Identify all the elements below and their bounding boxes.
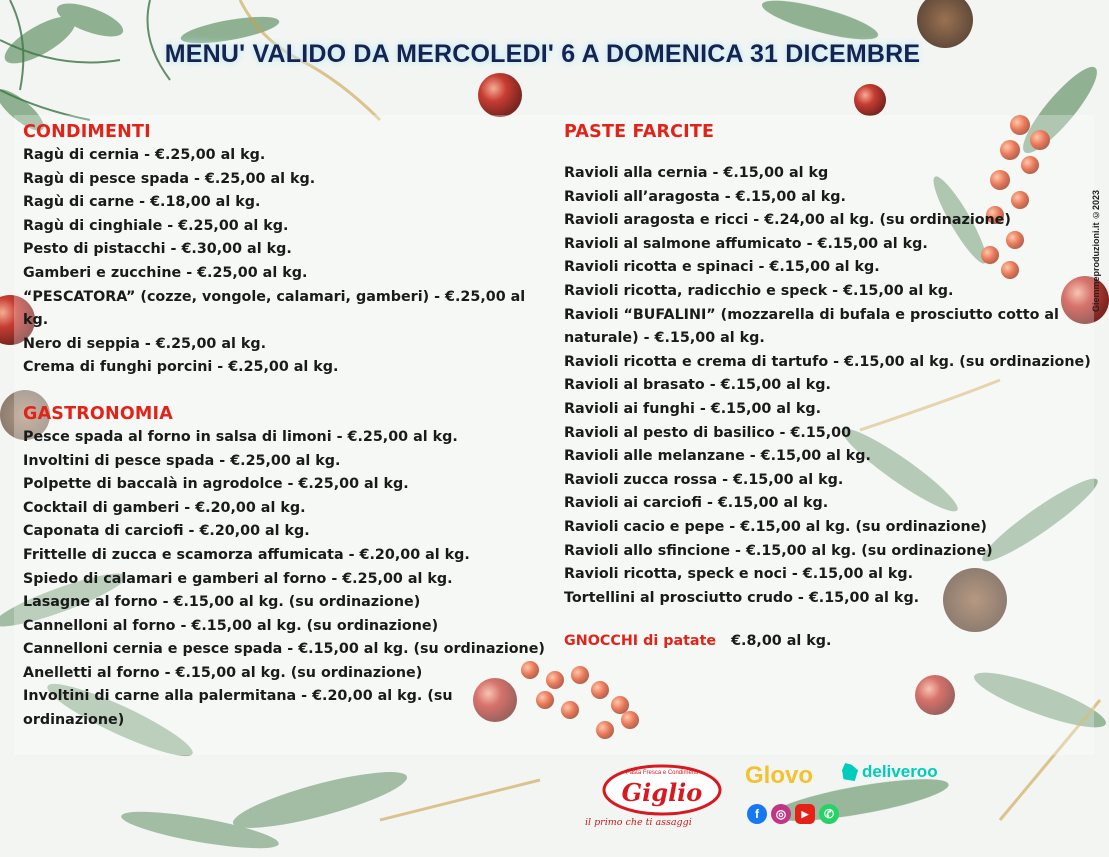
list-item: Frittelle di zucca e scamorza affumicata - €.20,00 al kg.	[23, 546, 470, 563]
condimenti-list	[23, 144, 551, 380]
list-item: Ravioli cacio e pepe - €.15,00 al kg. (su ordinazione)	[564, 518, 987, 535]
list-item: Ravioli all’aragosta - €.15,00 al kg.	[564, 188, 846, 205]
gnocchi-line	[564, 630, 1094, 654]
list-item: Tortellini al prosciutto crudo - €.15,00 al kg.	[564, 589, 920, 606]
list-item: Ravioli allo sfincione - €.15,00 al kg. (su ordinazione)	[564, 542, 993, 559]
list-item: Ravioli “BUFALINI” (mozzarella di bufala e prosciutto cotto al naturale) - €.15,00 al kg.	[564, 306, 1059, 347]
deliveroo-label: deliveroo	[862, 762, 938, 781]
list-item: Crema di funghi porcini - €.25,00 al kg.	[23, 359, 339, 376]
list-item: Cannelloni cernia e pesce spada - €.15,00 al kg. (su ordinazione)	[23, 641, 545, 658]
gnocchi-price: €.8,00 al kg.	[731, 633, 832, 650]
list-item: Ragù di carne - €.18,00 al kg.	[23, 194, 261, 211]
credit-text: Giemmeproduzioni.it ©2023	[1091, 190, 1101, 313]
page-title: MENU' VALIDO DA MERCOLEDI' 6 A DOMENICA 31 DICEMBRE	[164, 40, 921, 68]
list-item: Ravioli ricotta e spinaci - €.15,00 al kg.	[564, 259, 880, 276]
glovo-logo[interactable]: Glovo	[745, 762, 814, 789]
list-item: Polpette di baccalà in agrodolce - €.25,00 al kg.	[23, 476, 409, 493]
list-item: Ravioli ai carciofi - €.15,00 al kg.	[564, 495, 829, 512]
list-item: Ravioli ricotta e crema di tartufo - €.15,00 al kg. (su ordinazione)	[564, 353, 1091, 370]
instagram-icon[interactable]: ◎	[771, 804, 791, 824]
list-item: Involtini di pesce spada - €.25,00 al kg.	[23, 452, 341, 469]
giglio-logo	[600, 760, 725, 820]
list-item: Lasagne al forno - €.15,00 al kg. (su ordinazione)	[23, 594, 421, 611]
list-item: Ragù di cernia - €.25,00 al kg.	[23, 147, 266, 163]
list-item: Ravioli alla cernia - €.15,00 al kg	[564, 165, 829, 181]
list-item: Anelletti al forno - €.15,00 al kg. (su ordinazione)	[23, 664, 423, 681]
list-item: Ravioli al pesto di basilico - €.15,00	[564, 424, 852, 441]
brand-slogan: il primo che ti assaggi	[585, 817, 692, 828]
list-item: Cocktail di gamberi - €.20,00 al kg.	[23, 499, 306, 516]
list-item: Pesce spada al forno in salsa di limoni - €.25,00 al kg.	[23, 428, 458, 445]
whatsapp-icon[interactable]: ✆	[819, 804, 839, 824]
section-heading-paste-farcite: PASTE FARCITE	[564, 122, 715, 142]
list-item: Ravioli zucca rossa - €.15,00 al kg.	[564, 471, 844, 488]
logo-top-text: Pasta Fresca e Condimenti	[625, 770, 699, 776]
list-item: Ravioli al brasato - €.15,00 al kg.	[564, 377, 831, 394]
list-item: Gamberi e zucchine - €.25,00 al kg.	[23, 264, 308, 281]
gastronomia-list	[23, 426, 551, 733]
list-item: Pesto di pistacchi - €.30,00 al kg.	[23, 241, 292, 258]
list-item: Ravioli alle melanzane - €.15,00 al kg.	[564, 448, 871, 465]
list-item: Ravioli al salmone affumicato - €.15,00 al kg.	[564, 235, 928, 252]
paste-farcite-list	[564, 162, 1094, 610]
section-heading-gastronomia: GASTRONOMIA	[23, 403, 173, 424]
list-item: Ravioli aragosta e ricci - €.24,00 al kg. (su ordinazione)	[564, 212, 1011, 229]
list-item: Involtini di carne alla palermitana - €.20,00 al kg. (su ordinazione)	[23, 688, 453, 729]
list-item: Caponata di carciofi - €.20,00 al kg.	[23, 523, 310, 540]
list-item: Ragù di cinghiale - €.25,00 al kg.	[23, 217, 289, 234]
list-item: Ravioli ricotta, radicchio e speck - €.15,00 al kg.	[564, 282, 954, 299]
list-item: Spiedo di calamari e gamberi al forno - €.25,00 al kg.	[23, 570, 453, 587]
section-heading-condimenti: CONDIMENTI	[23, 122, 151, 142]
gnocchi-label: GNOCCHI di patate	[564, 633, 717, 650]
kangaroo-icon	[842, 763, 858, 781]
right-column	[564, 120, 1094, 654]
youtube-icon[interactable]: ▶	[795, 804, 815, 824]
list-item: Ragù di pesce spada - €.25,00 al kg.	[23, 170, 316, 187]
facebook-icon[interactable]: f	[747, 804, 767, 824]
deliveroo-logo[interactable]	[842, 762, 938, 782]
social-icons	[747, 804, 839, 824]
list-item: Ravioli ai funghi - €.15,00 al kg.	[564, 400, 822, 417]
left-column	[23, 120, 551, 733]
list-item: Nero di seppia - €.25,00 al kg.	[23, 335, 267, 352]
list-item: “PESCATORA” (cozze, vongole, calamari, gamberi) - €.25,00 al kg.	[23, 288, 526, 329]
logo-name: Giglio	[621, 778, 703, 807]
list-item: Ravioli ricotta, speck e noci - €.15,00 al kg.	[564, 566, 914, 583]
list-item: Cannelloni al forno - €.15,00 al kg. (su ordinazione)	[23, 617, 439, 634]
